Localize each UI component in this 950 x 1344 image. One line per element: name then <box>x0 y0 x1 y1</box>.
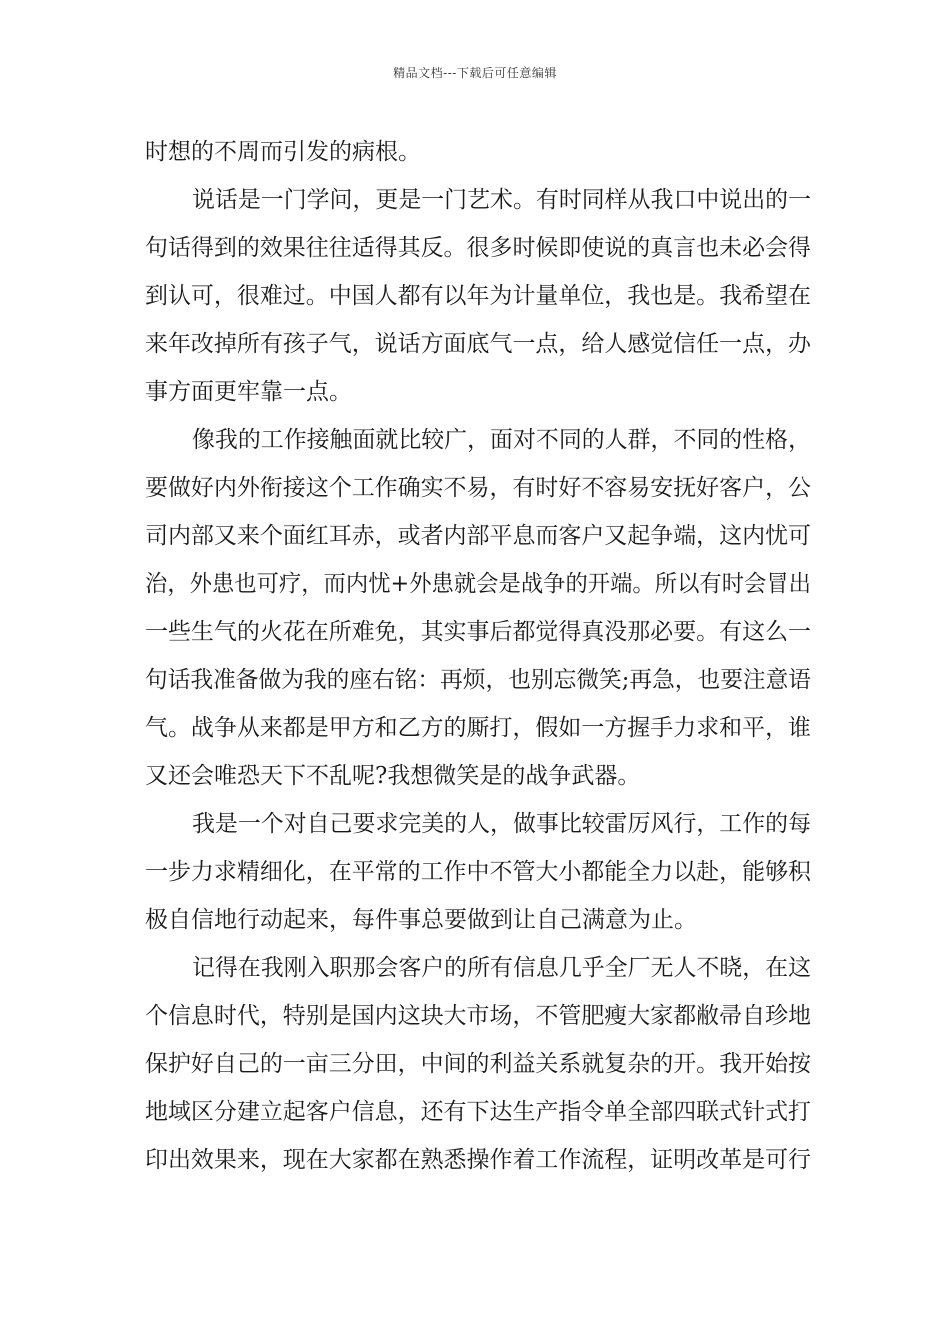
text-line: 事方面更牢靠一点。 <box>145 379 352 405</box>
text-line: 要做好内外衔接这个工作确实不易，有时好不容易安抚好客户，公 <box>145 475 811 501</box>
text-line: 又还会唯恐天下不乱呢?我想微笑是的战争武器。 <box>145 763 641 789</box>
text-line: 说话是一门学问，更是一门艺术。有时同样从我口中说出的一 <box>192 187 811 213</box>
text-line: 到认可，很难过。中国人都有以年为计量单位，我也是。我希望在 <box>145 283 811 309</box>
text-line: 司内部又来个面红耳赤，或者内部平息而客户又起争端，这内忧可 <box>145 523 811 549</box>
text-line: 地域区分建立起客户信息，还有下达生产指令单全部四联式针式打 <box>145 1099 811 1125</box>
text-line: 记得在我刚入职那会客户的所有信息几乎全厂无人不晓，在这 <box>192 955 811 981</box>
text-line: 保护好自己的一亩三分田，中间的利益关系就复杂的开。我开始按 <box>145 1051 811 1077</box>
page-header: 精品文档---下载后可任意编辑 <box>393 66 557 80</box>
text-line: 时想的不周而引发的病根。 <box>145 139 421 165</box>
text-line: 印出效果来，现在大家都在熟悉操作着工作流程，证明改革是可行 <box>145 1147 811 1173</box>
text-line: 极自信地行动起来，每件事总要做到让自己满意为止。 <box>145 907 697 933</box>
text-line: 句话我准备做为我的座右铭：再烦，也别忘微笑;再急，也要注意语 <box>145 667 811 693</box>
text-line: 像我的工作接触面就比较广，面对不同的人群，不同的性格， <box>192 427 811 453</box>
text-line: 句话得到的效果往往适得其反。很多时候即使说的真言也未必会得 <box>145 235 811 261</box>
text-line: 个信息时代，特别是国内这块大市场，不管肥瘦大家都敝帚自珍地 <box>145 1003 811 1029</box>
text-line: 一些生气的火花在所难免，其实事后都觉得真没那必要。有这么一 <box>145 619 811 645</box>
text-line: 我是一个对自己要求完美的人，做事比较雷厉风行，工作的每 <box>192 811 811 837</box>
text-line: 气。战争从来都是甲方和乙方的厮打，假如一方握手力求和平，谁 <box>145 715 811 741</box>
text-line: 来年改掉所有孩子气，说话方面底气一点，给人感觉信任一点，办 <box>145 331 811 357</box>
text-line: 治，外患也可疗，而内忧+外患就会是战争的开端。所以有时会冒出 <box>145 571 811 597</box>
body-text <box>145 128 811 1184</box>
text-line: 一步力求精细化，在平常的工作中不管大小都能全力以赴，能够积 <box>145 859 811 885</box>
